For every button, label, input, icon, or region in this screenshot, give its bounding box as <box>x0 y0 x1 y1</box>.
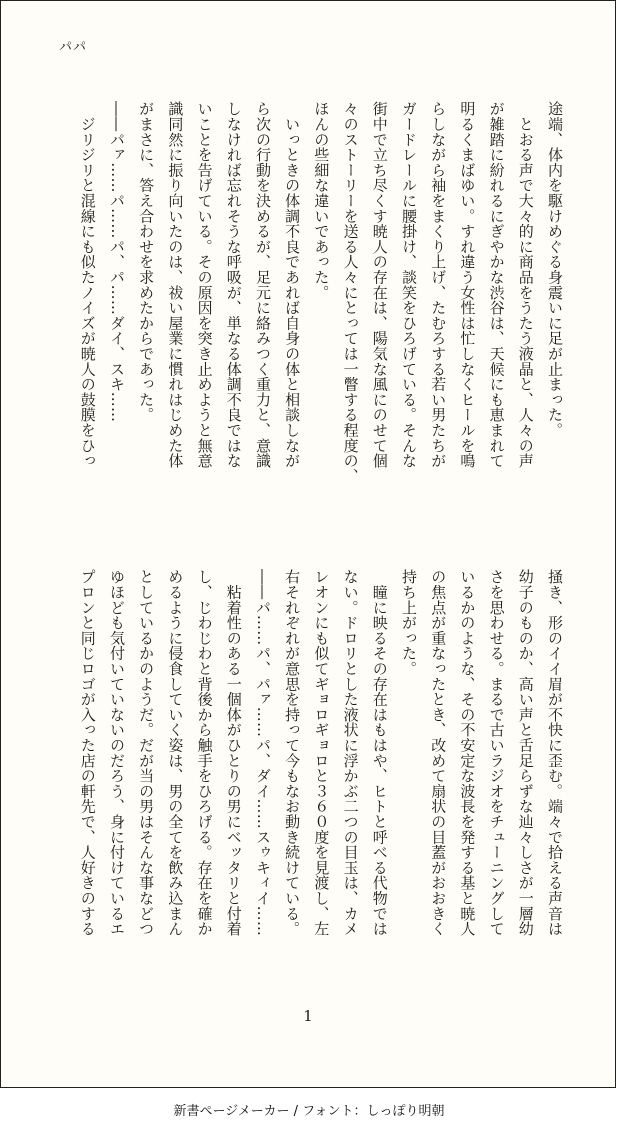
text-line: 瞳に映るその存在はもはや、ヒトと呼べる代物では <box>370 569 389 937</box>
text-line: ガードレールに腰掛け、談笑をひろげている。そんな <box>399 101 418 469</box>
text-line: 識同然に振り向いたのは、祓い屋業に慣れはじめた体 <box>166 101 185 469</box>
text-line: の焦点が重なったとき、改めて扇状の目蓋がおおきく <box>429 569 448 937</box>
text-line: ジリジリと混線にも似たノイズが暁人の鼓膜をひっ <box>78 101 97 469</box>
text-line: とおる声で大々的に商品をうたう液晶と、人々の声 <box>516 101 535 469</box>
text-line: いっときの体調不良であれば自身の体と相談しなが <box>283 101 302 469</box>
text-line: レオンにも似てギョロギョロと３６０度を見渡し、左 <box>312 569 331 937</box>
book-title: パパ <box>59 40 88 55</box>
text-block-bottom <box>73 569 569 999</box>
text-line: しなければ忘れそうな呼吸が、単なる体調不良ではな <box>224 101 243 469</box>
text-line: し、じわじわと背後から触手をひろげる。存在を確か <box>195 569 214 937</box>
text-line: がまさに、答え合わせを求めたからであった。 <box>137 101 156 423</box>
text-line: ゆほども気付いていないのだろう、身に付けているエ <box>107 569 126 937</box>
text-line: ――パァ……パ……パ、パ……ダイ、スキ…… <box>107 101 126 423</box>
text-line: さを思わせる。まるで古いラジオをチューニングして <box>487 569 506 937</box>
text-line: いるかのような、その不安定な波長を発する基と暁人 <box>458 569 477 937</box>
text-line: ら次の行動を決めるが、足元に絡みつく重力と、意識 <box>253 101 272 469</box>
footer-credit: 新書ページメーカー / フォント：しっぽり明朝 <box>173 1104 445 1119</box>
text-line: 明るくまばゆい。すれ違う女性は忙しなくヒールを鳴 <box>458 101 477 469</box>
text-line: 持ち上がった。 <box>399 569 418 677</box>
text-line: ――パ……パ、パァ……パ、ダイ……スゥキィイ…… <box>253 569 272 937</box>
text-line: としているかのようだ。だが当の男はそんな事などつ <box>137 569 156 937</box>
text-block-top <box>73 101 569 531</box>
text-line: 途端、体内を駆けめぐる身震いに足が止まった。 <box>546 101 564 438</box>
text-line: らしながら袖をまくり上げ、たむろする若い男たちが <box>429 101 448 469</box>
text-line: 々のストーリーを送る人々にとっては一瞥する程度の、 <box>341 101 360 484</box>
text-line: 掻き、形のイイ眉が不快に歪む。端々で拾える声音は <box>546 569 564 937</box>
text-line: が雑踏に紛れるにぎやかな渋谷は、天候にも恵まれて <box>487 101 506 469</box>
text-line: 街中で立ち尽くす暁人の存在は、陽気な風にのせて個 <box>370 101 389 469</box>
text-line: いことを告げている。その原因を突き止めようと無意 <box>195 101 214 469</box>
text-line: 右それぞれが意思を持って今もなお動き続けている。 <box>283 569 302 937</box>
text-line: 幼子のものか、高い声と舌足らずな辿々しさが一層幼 <box>516 569 535 937</box>
page-number: 1 <box>303 1007 313 1025</box>
text-line: プロンと同じロゴが入った店の軒先で、人好きのする <box>78 569 97 937</box>
text-line: ない。ドロリとした液状に浮かぶ二つの目玉は、カメ <box>341 569 360 937</box>
text-line: ほんの些細な違いであった。 <box>312 101 331 300</box>
text-line: めるように侵食していく姿は、男の全てを飲み込まん <box>166 569 185 937</box>
text-line: 粘着性のある一個体がひとりの男にベッタリと付着 <box>224 569 243 937</box>
